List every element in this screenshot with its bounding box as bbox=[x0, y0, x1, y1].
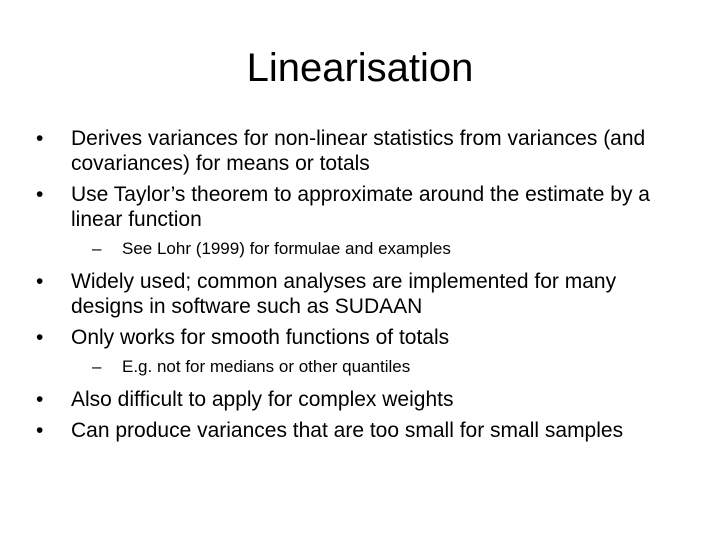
bullet-item bbox=[36, 418, 686, 443]
sub-bullet-text: E.g. not for medians or other quantiles bbox=[122, 357, 411, 376]
bullet-item bbox=[36, 387, 686, 412]
sub-bullet-text: See Lohr (1999) for formulae and examples bbox=[122, 239, 451, 258]
sub-bullet-marker: – bbox=[92, 357, 102, 376]
bullet-marker: • bbox=[36, 270, 44, 293]
bullet-marker: • bbox=[36, 388, 44, 411]
bullet-item bbox=[36, 182, 686, 232]
bullet-marker: • bbox=[36, 127, 44, 150]
bullet-item bbox=[36, 325, 686, 350]
bullet-marker: • bbox=[36, 419, 44, 442]
slide-title: Linearisation bbox=[246, 46, 474, 90]
bullet-text: Widely used; common analyses are implemented for many designs in software such as SUDAAN bbox=[71, 270, 617, 318]
sub-bullet-marker: – bbox=[92, 239, 102, 258]
bullet-text: Only works for smooth functions of totals bbox=[71, 326, 450, 349]
bullet-marker: • bbox=[36, 326, 44, 349]
sub-bullet-item bbox=[36, 238, 686, 260]
bullet-item bbox=[36, 126, 686, 176]
bullet-marker: • bbox=[36, 183, 44, 206]
bullet-text: Also difficult to apply for complex weights bbox=[71, 388, 454, 411]
bullet-list bbox=[36, 126, 686, 449]
bullet-text: Derives variances for non-linear statistics from variances (and covariances) for means or totals bbox=[71, 127, 646, 175]
bullet-text: Use Taylor’s theorem to approximate around the estimate by a linear function bbox=[71, 183, 650, 231]
bullet-text: Can produce variances that are too small for small samples bbox=[71, 419, 624, 442]
bullet-item bbox=[36, 269, 686, 319]
sub-bullet-item bbox=[36, 356, 686, 378]
